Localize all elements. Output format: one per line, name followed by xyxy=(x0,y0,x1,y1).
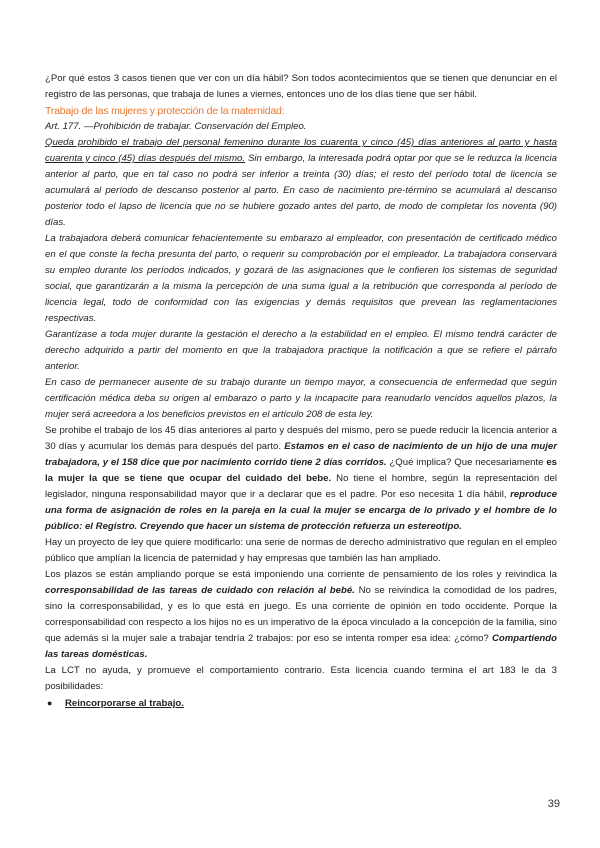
section-title: Trabajo de las mujeres y protección de la maternidad: xyxy=(45,105,285,117)
intro-paragraph: ¿Por qué estos 3 casos tienen que ver con un día hábil? Son todos acontecimientos que se tienen que denunciar en el registro de las personas, que trabaja de lunes a viernes, entonces uno de los días tiene que ser hábil. xyxy=(45,73,557,100)
article-paragraph-1 xyxy=(45,135,557,231)
page-content xyxy=(45,71,557,712)
lct-paragraph: La LCT no ayuda, y promueve el comportamiento contrario. Esta licencia cuando termina el art 183 le da 3 posibilidades: xyxy=(45,665,557,692)
page-number: 39 xyxy=(547,798,560,810)
plazos-bold-1: corresponsabilidad de las tareas de cuidado con relación al bebé. xyxy=(45,585,355,596)
explanation-paragraph xyxy=(45,423,557,535)
plazos-paragraph xyxy=(45,567,557,663)
article-underlined-text: Queda prohibido el trabajo del personal femenino durante los cuarenta y cinco (45) días anteriores al parto y hasta cuarenta y cinco (45) días después del mismo. xyxy=(45,137,557,164)
explanation-bold-1: Estamos en el caso de nacimiento de un hijo de una mujer trabajadora, y el 158 dice que por nacimiento corrido tiene 2 días corridos. xyxy=(45,441,557,468)
article-paragraph-4: En caso de permanecer ausente de su trabajo durante un tiempo mayor, a consecuencia de enfermedad que según certificación médica deba su origen al embarazo o parto y la incapacite para reanudarlo vencidos aquellos plazos, la mujer será acreedora a los beneficios previstos en el artículo 208 de esta ley. xyxy=(45,377,557,420)
plazos-text-1: Los plazos se están ampliando porque se está imponiendo una corriente de pensamiento de los roles y reivindica la xyxy=(45,569,557,580)
project-paragraph: Hay un proyecto de ley que quiere modificarlo: una serie de normas de derecho administrativo que regulan en el empleo público que amplían la licencia de paternidad y hay empresas que también las han ampliado. xyxy=(45,537,557,564)
article-paragraph-1-rest: Sin embargo, la interesada podrá optar por que se le reduzca la licencia anterior al parto, que en tal caso no podrá ser inferior a treinta (30) días; el resto del período total de licencia se acumulará al período de descanso posterior al parto. En caso de nacimiento pre-término se acumulará al descanso posterior todo el lapso de licencia que no se hubiere gozado antes del parto, de modo de completar los noventa (90) días. xyxy=(45,153,557,228)
explanation-bold-3: reproduce una forma de asignación de roles en la pareja en la cual la mujer se encarga de lo privado y el hombre de lo público: el Registro. Creyendo que hacer un sistema de protección refuerza un estereotipo. xyxy=(45,489,557,532)
explanation-bold-2: es la mujer la que se tiene que ocupar del cuidado del bebe. xyxy=(45,457,557,484)
bullet-dot: ● xyxy=(47,698,53,708)
explanation-text-3: No tiene el hombre, según la representación del legislador, ninguna responsabilidad mayor que ir a declarar que es el padre. Por eso necesita 1 día hábil, xyxy=(45,473,557,500)
plazos-bold-2: Compartiendo las tareas domésticas. xyxy=(45,633,557,660)
article-heading: Art. 177. —Prohibición de trabajar. Conservación del Empleo. xyxy=(45,121,307,132)
bullet-text: Reincorporarse al trabajo. xyxy=(65,698,184,709)
list-item xyxy=(45,695,557,712)
explanation-text-2: ¿Qué implica? Que necesariamente xyxy=(386,457,547,468)
article-paragraph-2: La trabajadora deberá comunicar fehacientemente su embarazo al empleador, con presentación de certificado médico en el que conste la fecha presunta del parto, o requerir su comprobación por el empleador. La trabajadora conservará su empleo durante los períodos indicados, y gozará de las asignaciones que le confieren los sistemas de seguridad social, que garantizarán a la misma la percepción de una suma igual a la retribución que corresponda al período de licencia legal, todo de conformidad con las exigencias y demás requisitos que prevean las reglamentaciones respectivas. xyxy=(45,233,557,324)
plazos-text-2: No se reivindica la comodidad de los padres, sino la corresponsabilidad, y es lo que está en juego. Es una corriente de opinión en todo occidente. Porque la corresponsabilidad con respecto a los hijos no es un imperativo de la época vinculado a la concepción de la familia, sino que además si la mujer sale a trabajar tendría 2 trabajos: por eso se intenta romper esa idea: ¿cómo? xyxy=(45,585,557,644)
article-paragraph-3: Garantízase a toda mujer durante la gestación el derecho a la estabilidad en el empleo. El mismo tendrá carácter de derecho adquirido a partir del momento en que la trabajadora practique la notificación a que se refiere el párrafo anterior. xyxy=(45,329,557,372)
explanation-text-1: Se prohibe el trabajo de los 45 días anteriores al parto y después del mismo, pero se puede reducir la licencia anterior a 30 días y acumular los demás para después del parto. xyxy=(45,425,557,452)
